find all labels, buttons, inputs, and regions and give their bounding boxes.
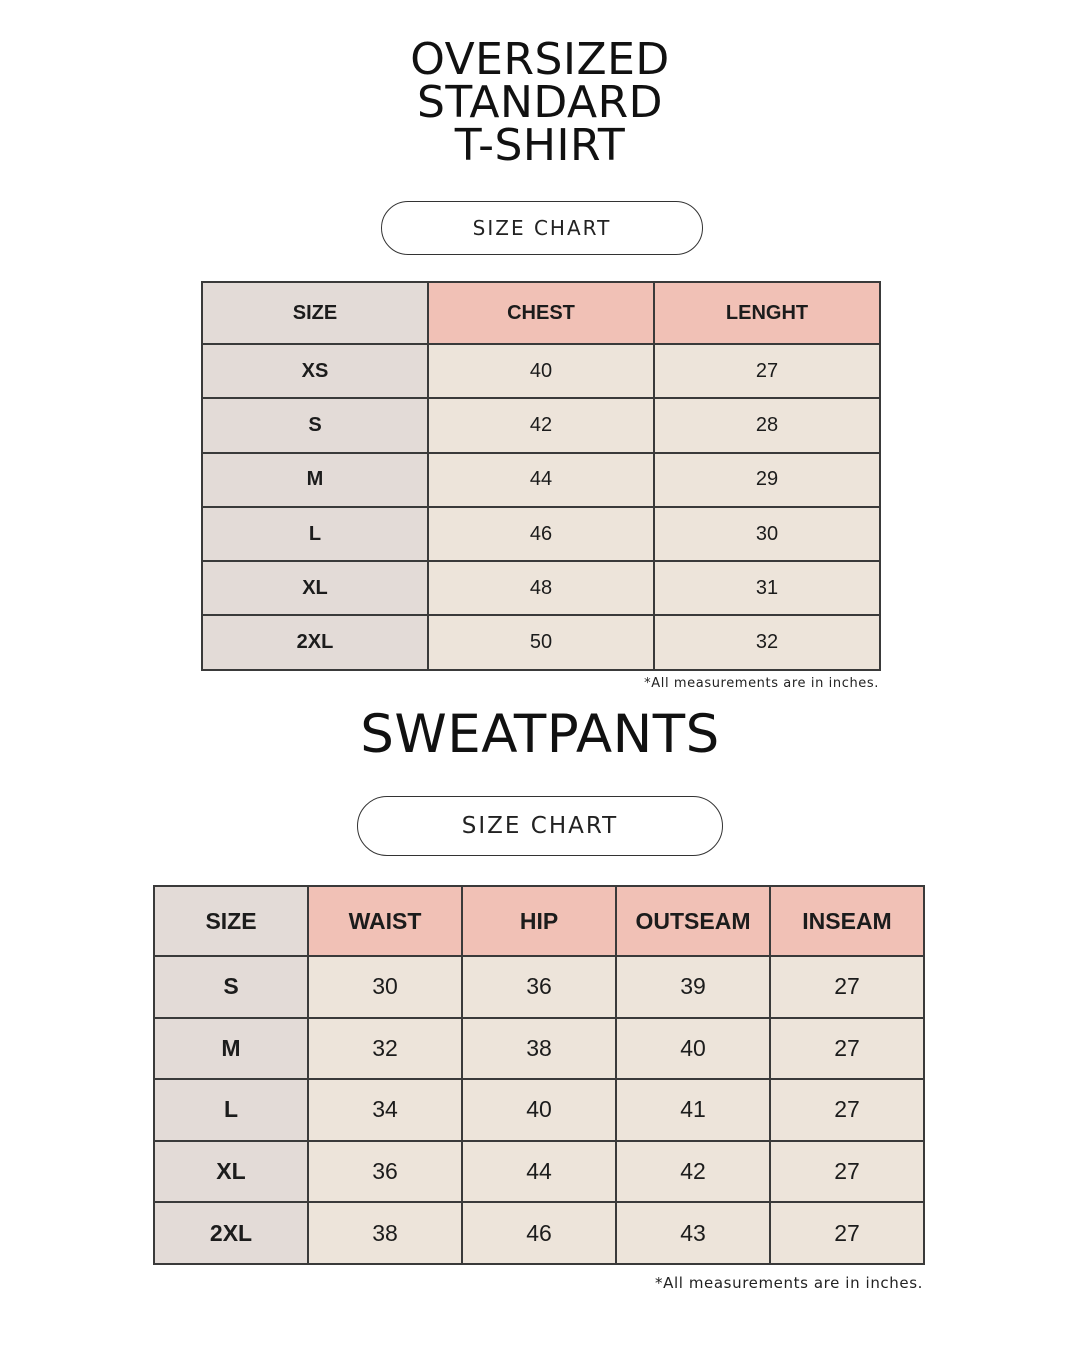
table-row xyxy=(202,453,880,507)
waist-cell: 30 xyxy=(308,956,462,1018)
length-cell: 27 xyxy=(654,344,880,398)
table-header-row xyxy=(202,282,880,344)
tshirt-measurement-note: *All measurements are in inches. xyxy=(644,676,879,691)
inseam-cell: 27 xyxy=(770,1018,924,1080)
length-cell: 28 xyxy=(654,398,880,452)
size-cell: L xyxy=(202,507,428,561)
table-row xyxy=(154,1018,924,1080)
sweatpants-measurement-note: *All measurements are in inches. xyxy=(654,1274,923,1292)
tshirt-title-line-3: T-SHIRT xyxy=(454,120,626,171)
length-cell: 29 xyxy=(654,453,880,507)
size-cell: XS xyxy=(202,344,428,398)
hip-cell: 36 xyxy=(462,956,616,1018)
inseam-cell: 27 xyxy=(770,1202,924,1264)
size-cell: M xyxy=(202,453,428,507)
chest-cell: 44 xyxy=(428,453,654,507)
table-row xyxy=(154,1079,924,1141)
header-length: LENGHT xyxy=(654,282,880,344)
tshirt-title xyxy=(0,34,1080,171)
waist-cell: 38 xyxy=(308,1202,462,1264)
outseam-cell: 40 xyxy=(616,1018,770,1080)
waist-cell: 32 xyxy=(308,1018,462,1080)
size-cell: S xyxy=(154,956,308,1018)
table-row xyxy=(154,1141,924,1203)
length-cell: 32 xyxy=(654,615,880,669)
size-cell: 2XL xyxy=(202,615,428,669)
size-cell: 2XL xyxy=(154,1202,308,1264)
chest-cell: 46 xyxy=(428,507,654,561)
inseam-cell: 27 xyxy=(770,1141,924,1203)
table-row xyxy=(202,507,880,561)
outseam-cell: 43 xyxy=(616,1202,770,1264)
tshirt-size-table xyxy=(201,281,881,671)
chest-cell: 42 xyxy=(428,398,654,452)
chest-cell: 40 xyxy=(428,344,654,398)
size-cell: XL xyxy=(154,1141,308,1203)
hip-cell: 44 xyxy=(462,1141,616,1203)
table-row xyxy=(154,1202,924,1264)
hip-cell: 46 xyxy=(462,1202,616,1264)
size-cell: M xyxy=(154,1018,308,1080)
table-row xyxy=(154,956,924,1018)
length-cell: 30 xyxy=(654,507,880,561)
hip-cell: 40 xyxy=(462,1079,616,1141)
hip-cell: 38 xyxy=(462,1018,616,1080)
header-waist: WAIST xyxy=(308,886,462,956)
outseam-cell: 41 xyxy=(616,1079,770,1141)
chest-cell: 48 xyxy=(428,561,654,615)
header-inseam: INSEAM xyxy=(770,886,924,956)
table-header-row xyxy=(154,886,924,956)
outseam-cell: 42 xyxy=(616,1141,770,1203)
size-cell: XL xyxy=(202,561,428,615)
sweatpants-title: SWEATPANTS xyxy=(360,704,720,765)
waist-cell: 36 xyxy=(308,1141,462,1203)
header-chest: CHEST xyxy=(428,282,654,344)
header-hip: HIP xyxy=(462,886,616,956)
length-cell: 31 xyxy=(654,561,880,615)
tshirt-size-chart-pill: SIZE CHART xyxy=(381,201,703,255)
size-cell: S xyxy=(202,398,428,452)
waist-cell: 34 xyxy=(308,1079,462,1141)
table-row xyxy=(202,561,880,615)
sweatpants-size-chart-pill: SIZE CHART xyxy=(357,796,723,856)
size-cell: L xyxy=(154,1079,308,1141)
tshirt-title-line-2: STANDARD xyxy=(416,77,664,128)
inseam-cell: 27 xyxy=(770,1079,924,1141)
chest-cell: 50 xyxy=(428,615,654,669)
outseam-cell: 39 xyxy=(616,956,770,1018)
header-outseam: OUTSEAM xyxy=(616,886,770,956)
header-size: SIZE xyxy=(154,886,308,956)
table-row xyxy=(202,344,880,398)
table-row xyxy=(202,398,880,452)
inseam-cell: 27 xyxy=(770,956,924,1018)
tshirt-title-line-1: OVERSIZED xyxy=(410,34,670,85)
sweatpants-size-table xyxy=(153,885,925,1265)
table-row xyxy=(202,615,880,669)
header-size: SIZE xyxy=(202,282,428,344)
